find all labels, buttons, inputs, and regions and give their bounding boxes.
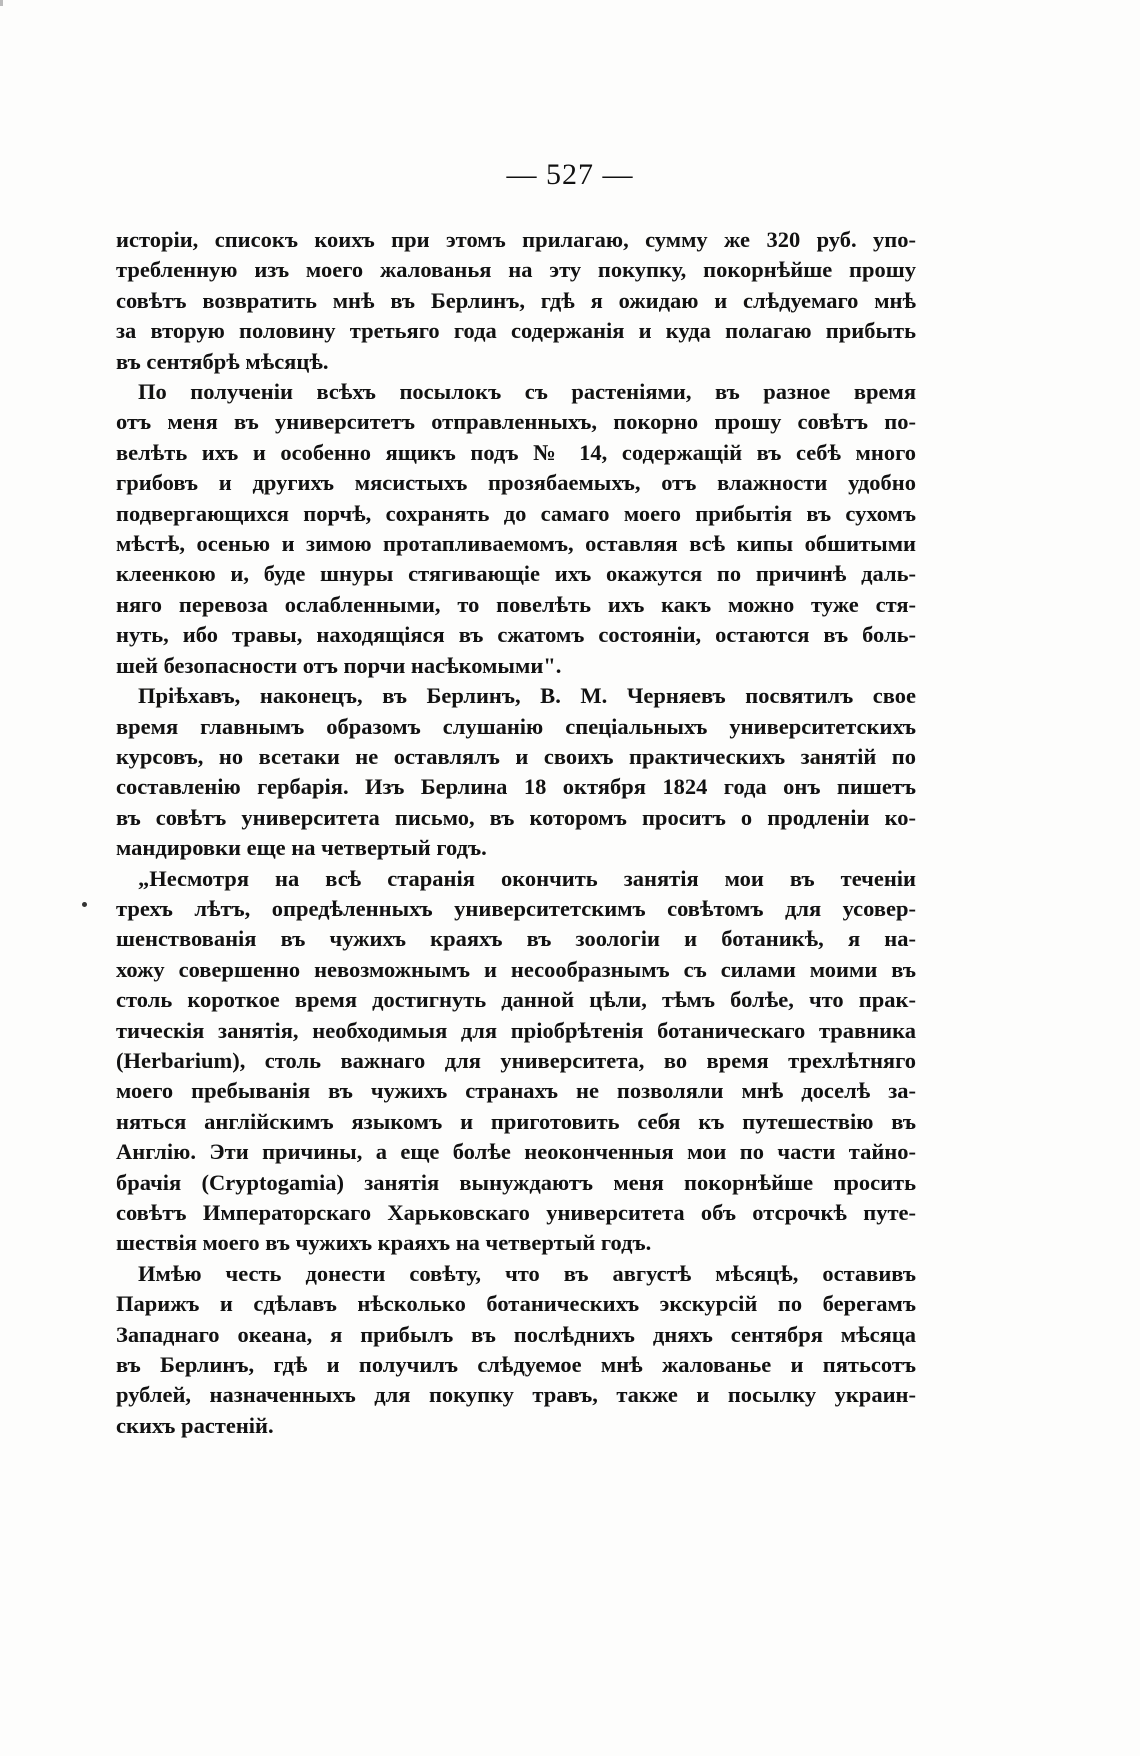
- text-line: трехъ лѣтъ, опредѣленныхъ университетскимъ совѣтомъ для усовер-: [116, 895, 916, 921]
- page-number: — 527 —: [506, 158, 634, 191]
- text-line: въ сентябрѣ мѣсяцѣ.: [116, 348, 329, 374]
- text-line: скихъ растеній.: [116, 1412, 274, 1438]
- text-line: Пріѣхавъ, наконецъ, въ Берлинъ, В. М. Черняевъ посвятилъ свое: [138, 683, 916, 709]
- text-line: тическія занятія, необходимыя для пріобрѣтенія ботаническаго травника: [116, 1017, 916, 1043]
- text-line: клеенкою и, буде шнуры стягивающіе ихъ окажутся по причинѣ даль-: [116, 561, 916, 587]
- text-line: Западнаго океана, я прибылъ въ послѣднихъ дняхъ сентября мѣсяца: [116, 1321, 916, 1347]
- text-line: совѣтъ возвратить мнѣ въ Берлинъ, гдѣ я ожидаю и слѣдуемаго мнѣ: [116, 287, 916, 313]
- text-line: въ Берлинъ, гдѣ и получилъ слѣдуемое мнѣ жалованье и пятьсотъ: [116, 1352, 916, 1378]
- text-line: время главнымъ образомъ слушанію спеціальныхъ университетскихъ: [116, 713, 916, 739]
- text-line: курсовъ, но всетаки не оставлялъ и своихъ практическихъ занятій по: [116, 743, 916, 769]
- text-line: требленную изъ моего жалованья на эту покупку, покорнѣйше прошу: [116, 257, 916, 283]
- text-line: совѣтъ Императорскаго Харьковскаго университета объ отсрочкѣ путе-: [116, 1200, 916, 1225]
- text-line: (Herbarium), столь важнаго для университета, во время трехлѣтняго: [116, 1047, 916, 1073]
- text-line: нуть, ибо травы, находящіяся въ сжатомъ состояніи, остаются въ боль-: [116, 622, 916, 648]
- text-line: Англію. Эти причины, а еще болѣе неоконченныя мои по части тайно-: [116, 1139, 916, 1165]
- text-line: мандировки еще на четвертый годъ.: [116, 835, 487, 861]
- text-line: въ совѣтъ университета письмо, въ которомъ проситъ о продленіи ко-: [116, 804, 916, 830]
- margin-dot: [82, 902, 87, 907]
- text-line: шенствованія въ чужихъ краяхъ въ зоологіи и ботаникѣ, я на-: [116, 926, 916, 952]
- scan-mark: [0, 0, 3, 6]
- text-line: отъ меня въ университетъ отправленныхъ, покорно прошу совѣтъ по-: [116, 409, 916, 435]
- text-line: рублей, назначенныхъ для покупку травъ, также и посылку украин-: [116, 1382, 916, 1408]
- text-line: шествія моего въ чужихъ краяхъ на четвертый годъ.: [116, 1230, 652, 1256]
- text-line: грибовъ и другихъ мясистыхъ прозябаемыхъ, отъ влажности удобно: [116, 470, 916, 496]
- text-line: велѣть ихъ и особенно ящикъ подъ № 14, содержащій въ себѣ много: [116, 439, 916, 465]
- paragraph-3: [116, 681, 916, 863]
- text-line: столь короткое время достигнуть данной цѣли, тѣмъ болѣе, что прак-: [116, 987, 916, 1013]
- paragraph-2: [116, 377, 916, 681]
- text-line: няго перевоза ослабленными, то повелѣть ихъ какъ можно туже стя-: [116, 591, 916, 617]
- body-text: [116, 225, 916, 1441]
- text-line: няться англійскимъ языкомъ и приготовить себя къ путешествію въ: [116, 1108, 916, 1134]
- text-line: за вторую половину третьяго года содержанія и куда полагаю прибыть: [116, 318, 916, 344]
- text-line: Парижъ и сдѣлавъ нѣсколько ботаническихъ экскурсій по берегамъ: [116, 1291, 916, 1317]
- paragraph-1: [116, 225, 916, 377]
- text-line: составленію гербарія. Изъ Берлина 18 октября 1824 года онъ пишетъ: [116, 774, 916, 800]
- text-line: Имѣю честь донести совѣту, что въ августѣ мѣсяцѣ, оставивъ: [138, 1260, 916, 1286]
- text-line: моего пребыванія въ чужихъ странахъ не позволяли мнѣ доселѣ за-: [116, 1078, 916, 1104]
- text-line: шей безопасности отъ порчи насѣкомыми".: [116, 652, 562, 678]
- paragraph-5: [116, 1259, 916, 1441]
- text-line: мѣстѣ, осенью и зимою протапливаемомъ, оставляя всѣ кипы обшитыми: [116, 531, 916, 557]
- text-line: исторіи, списокъ коихъ при этомъ прилагаю, сумму же 320 руб. упо-: [116, 227, 916, 252]
- text-line: хожу совершенно невозможнымъ и несообразнымъ съ силами моими въ: [116, 956, 916, 982]
- text-line: По полученіи всѣхъ посылокъ съ растеніями, въ разное время: [138, 379, 916, 405]
- paragraph-4-quote: [116, 864, 916, 1259]
- text-line: брачія (Cryptogamia) занятія вынуждаютъ меня покорнѣйше просить: [116, 1169, 916, 1195]
- text-line: „Несмотря на всѣ старанія окончить занятія мои въ теченіи: [138, 865, 916, 891]
- text-line: подвергающихся порчѣ, сохранять до самаго моего прибытія въ сухомъ: [116, 500, 916, 526]
